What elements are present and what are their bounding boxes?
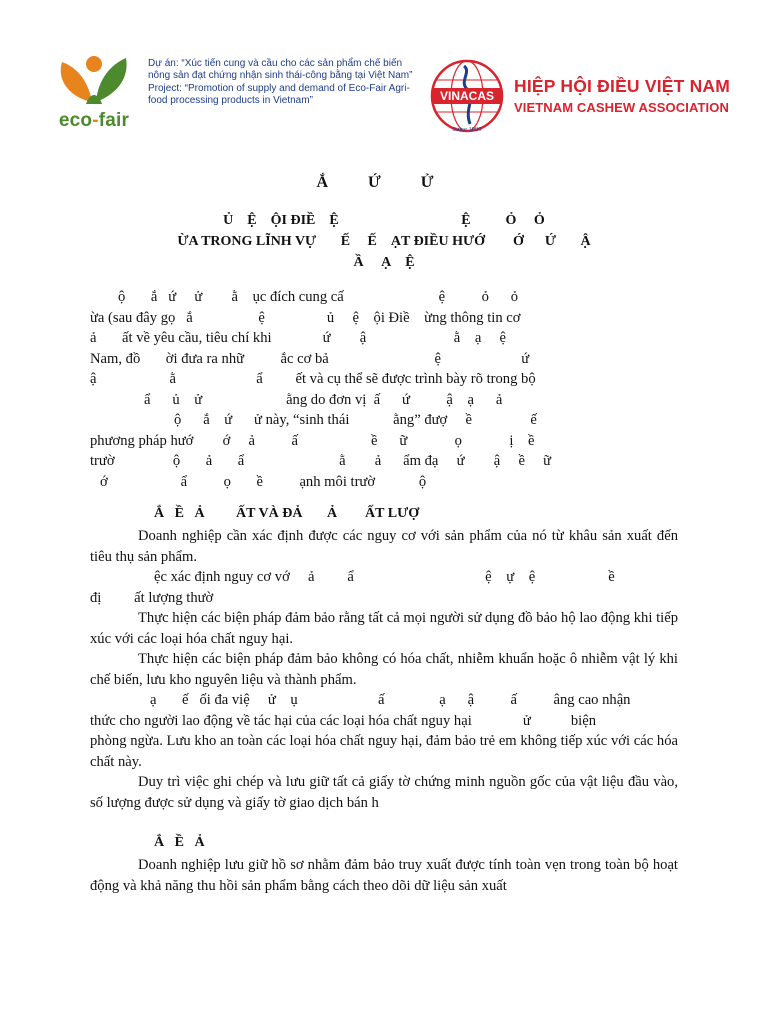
- association-name: [514, 76, 730, 115]
- ecofair-leaf-icon: [52, 52, 136, 110]
- paragraph: Doanh nghiệp lưu giữ hồ sơ nhằm đảm bảo truy xuất được tính toàn vẹn trong toàn bộ hoạt động và khả năng thu hồi sản phẩm bằng cách theo dõi dữ liệu sản xuất: [90, 857, 678, 894]
- intro-line: phương pháp hướ ớ ả ấ ề ữ ọ ị ề: [90, 432, 535, 449]
- document-header: [0, 0, 768, 150]
- paragraph: Thực hiện các biện pháp đảm bảo không có hóa chất, nhiễm khuẩn hoặc ô nhiễm vật lý khi chế biến, lưu kho nguyên liệu và thành phẩm.: [90, 651, 678, 688]
- project-title-vietnamese: Dự án: “Xúc tiến cung và cầu cho các sản phẩm chế biến nông sản đạt chứng nhận sinh thái-công bằng tại Việt Nam”: [148, 58, 413, 81]
- subtitle-line: Ầ Ạ Ệ: [353, 255, 415, 270]
- ecofair-logo: [42, 52, 142, 140]
- intro-line: ả ất về yêu cầu, tiêu chí khi ứ ậ ằ ạ ệ: [90, 330, 507, 346]
- document-title: Ắ Ứ Ử: [316, 174, 452, 191]
- section-title-records: Ắ Ề Ả: [154, 835, 205, 850]
- subtitle-line: Ủ Ệ ỘI ĐIỀ Ệ Ệ Ỏ Ỏ: [223, 213, 545, 228]
- paragraph: Doanh nghiệp cần xác định được các nguy cơ với sản phẩm của nó từ khâu sản xuất đến tiêu thụ sản phẩm.: [90, 528, 678, 565]
- paragraph: Duy trì việc ghi chép và lưu giữ tất cả giấy tờ chứng minh nguồn gốc của vật liệu đầu vào, số lượng được sử dụng và giấy tờ giao dịch bán h: [90, 774, 678, 811]
- project-description: [148, 58, 420, 107]
- intro-line: ộ ắ ứ ử ằ ục đích cung cấ ệ ỏ ỏ: [118, 289, 519, 305]
- intro-line: Nam, đồ ời đưa ra nhữ ắc cơ bả ệ ứ: [90, 350, 530, 367]
- association-name-english: VIETNAM CASHEW ASSOCIATION: [514, 100, 729, 115]
- paragraph-line: thức cho người lao động về tác hại của các loại hóa chất nguy hại ử biện: [90, 712, 596, 729]
- intro-line: ừa (sau đây gọ ắ ệ ủ ệ ội Điề ừng thông tin cơ: [90, 309, 521, 326]
- intro-paragraph: [90, 287, 678, 492]
- association-name-vietnamese: HIỆP HỘI ĐIỀU VIỆT NAM: [514, 76, 731, 96]
- vinacas-wordmark: VINACAS: [439, 89, 494, 103]
- intro-line: ậ ằ ẩ ết và cụ thể sẽ được trình bày rõ trong bộ: [90, 371, 536, 387]
- vinacas-logo: [428, 58, 506, 138]
- paragraph-line: đị ất lượng thườ: [90, 589, 214, 606]
- document-subtitle: [90, 210, 678, 273]
- document-body: [90, 174, 678, 896]
- vinacas-since: Since 1990: [452, 126, 482, 133]
- paragraph-line: ạ ế ối đa việ ử ụ ấ ạ ậ ấ âng cao nhận: [150, 692, 631, 708]
- subtitle-line: ỪA TRONG LĨNH VỰ Ế Ế ẠT ĐIỀU HƯỚ Ớ Ứ Ậ: [177, 234, 591, 249]
- intro-line: ẩ ủ ử ằng do đơn vị ấ ứ ậ ạ ả: [144, 391, 503, 408]
- ecofair-wordmark: eco-fair: [58, 110, 130, 131]
- project-title-english: Project: “Promotion of supply and demand of Eco-Fair Agri-food processing products in Vietnam”: [148, 83, 410, 106]
- intro-line: ớ ẩ ọ ề ạnh môi trườ ộ: [100, 473, 427, 490]
- section-title-quality: Ắ Ề Ả ẤT VÀ ĐẢ Ả ẤT LƯỢ: [154, 506, 420, 521]
- intro-line: trườ ộ ả ẩ ằ ả ẩm đạ ứ ậ ề ữ: [90, 453, 552, 469]
- paragraph-line: ệc xác định nguy cơ vớ ả ẩ ệ ự ệ ề: [154, 569, 615, 585]
- paragraph: Thực hiện các biện pháp đảm bảo rằng tất cả mọi người sử dụng đồ bảo hộ lao động khi tiếp xúc với các loại hóa chất nguy hại.: [90, 610, 678, 647]
- section-quality-body: [90, 526, 678, 813]
- paragraph: phòng ngừa. Lưu kho an toàn các loại hóa chất nguy hại, đảm bảo trẻ em không tiếp xúc với các hóa chất này.: [90, 733, 678, 770]
- intro-line: ộ ắ ứ ử này, “sinh thái ằng” đượ ề ế: [174, 412, 537, 428]
